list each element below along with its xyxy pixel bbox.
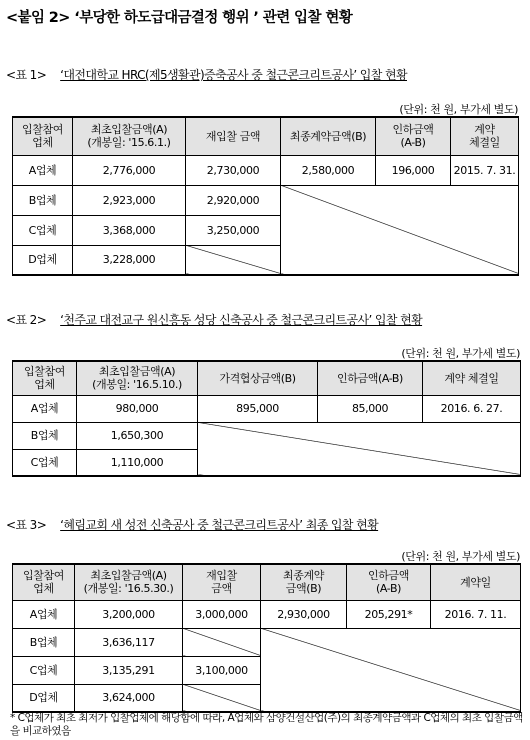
table2-header-cell: 입찰참여 업체 [13,361,77,395]
table3-header-cell: 최초입찰금액(A) (개봉일: '16.5.30.) [75,564,183,600]
table-cell: B업체 [13,422,77,449]
table-cell: 3,228,000 [73,245,186,275]
table1-header-cell: 재입찰 금액 [186,117,281,155]
table3-header-cell: 인하금액 (A-B) [347,564,431,600]
table3-caption [6,516,378,533]
table-row [13,600,521,628]
table-cell: C업체 [13,449,77,476]
table1-header-row [13,117,519,155]
table2-tag: <표 2> [6,313,47,327]
table2 [12,360,521,477]
table1-header-cell: 인하금액 (A-B) [376,117,451,155]
table2-title: ‘천주교 대전교구 원신흥동 성당 신축공사 중 철근콘크리트공사’ 입찰 현황 [60,313,423,327]
table-row [13,422,521,449]
table2-header-row [13,361,521,395]
table1-header-cell: 입찰참여 업체 [13,117,73,155]
table-cell: A업체 [13,600,75,628]
table-cell: 2,923,000 [73,185,186,215]
table1-title: ‘대전대학교 HRC(제5생활관)증축공사 중 철근콘크리트공사’ 입찰 현황 [60,68,407,82]
table-cell: 3,100,000 [183,656,261,684]
table1 [12,116,519,276]
table2-header-cell: 계약 체결일 [423,361,521,395]
table-cell: 3,368,000 [73,215,186,245]
table-cell: B업체 [13,185,73,215]
empty-diagonal-cell [183,684,261,712]
table-cell: 2016. 6. 27. [423,395,521,422]
table-cell: 3,624,000 [75,684,183,712]
table-row [13,155,519,185]
table-cell: D업체 [13,245,73,275]
table-cell: D업체 [13,684,75,712]
table1-caption [6,66,407,83]
table3 [12,563,521,713]
table3-tag: <표 3> [6,518,47,532]
table-cell: A업체 [13,155,73,185]
table1-header-cell: 최종계약금액(B) [281,117,376,155]
table-cell: C업체 [13,656,75,684]
table-cell: 895,000 [198,395,318,422]
table2-unit: (단위: 천 원, 부가세 별도) [401,347,520,360]
table-cell: B업체 [13,628,75,656]
table3-header-row [13,564,521,600]
table3-header-cell: 입찰참여 업체 [13,564,75,600]
footnote: * C업체가 최초 최저가 입찰업체에 해당함에 따라, A업체와 삼양건설산업(주)의 최종계약금액과 C업체의 최초 입찰금액을 비교하였음 [10,712,523,737]
table-cell: 205,291* [347,600,431,628]
table1-tag: <표 1> [6,68,47,82]
empty-diagonal-cell [186,245,281,275]
table-cell: 85,000 [318,395,423,422]
table-cell: 2,930,000 [261,600,347,628]
table1-header-cell: 계약 체결일 [451,117,519,155]
table2-header-cell: 인하금액(A-B) [318,361,423,395]
empty-diagonal-cell [183,628,261,656]
table-cell: 2015. 7. 31. [451,155,519,185]
table-row [13,628,521,656]
table-cell: 2016. 7. 11. [431,600,521,628]
table1-header-cell: 최초입찰금액(A) (개봉일: '15.6.1.) [73,117,186,155]
table-cell: 196,000 [376,155,451,185]
empty-diagonal-cell [198,422,521,476]
empty-diagonal-cell [261,628,521,712]
table-cell: 3,636,117 [75,628,183,656]
table-row [13,395,521,422]
table3-header-cell: 재입찰 금액 [183,564,261,600]
table1-unit: (단위: 천 원, 부가세 별도) [399,103,518,116]
page-title: <붙임 2> ‘부당한 하도급대금결정 행위 ’ 관련 입찰 현황 [6,10,353,26]
table-cell: 1,650,300 [77,422,198,449]
table3-unit: (단위: 천 원, 부가세 별도) [401,550,520,563]
table-cell: 2,776,000 [73,155,186,185]
table-cell: 2,920,000 [186,185,281,215]
table-row [13,185,519,215]
table-cell: C업체 [13,215,73,245]
table2-header-cell: 가격협상금액(B) [198,361,318,395]
table2-caption [6,311,422,328]
table2-header-cell: 최초입찰금액(A) (개봉일: '16.5.10.) [77,361,198,395]
table-cell: A업체 [13,395,77,422]
table3-header-cell: 최종계약 금액(B) [261,564,347,600]
table-cell: 2,580,000 [281,155,376,185]
table3-title: ‘혜림교회 새 성전 신축공사 중 철근콘크리트공사’ 최종 입찰 현황 [60,518,379,532]
table-cell: 3,200,000 [75,600,183,628]
empty-diagonal-cell [281,185,519,275]
table-cell: 980,000 [77,395,198,422]
table-cell: 3,135,291 [75,656,183,684]
table-cell: 3,250,000 [186,215,281,245]
table3-header-cell: 계약일 [431,564,521,600]
table-cell: 3,000,000 [183,600,261,628]
table-cell: 2,730,000 [186,155,281,185]
table-cell: 1,110,000 [77,449,198,476]
